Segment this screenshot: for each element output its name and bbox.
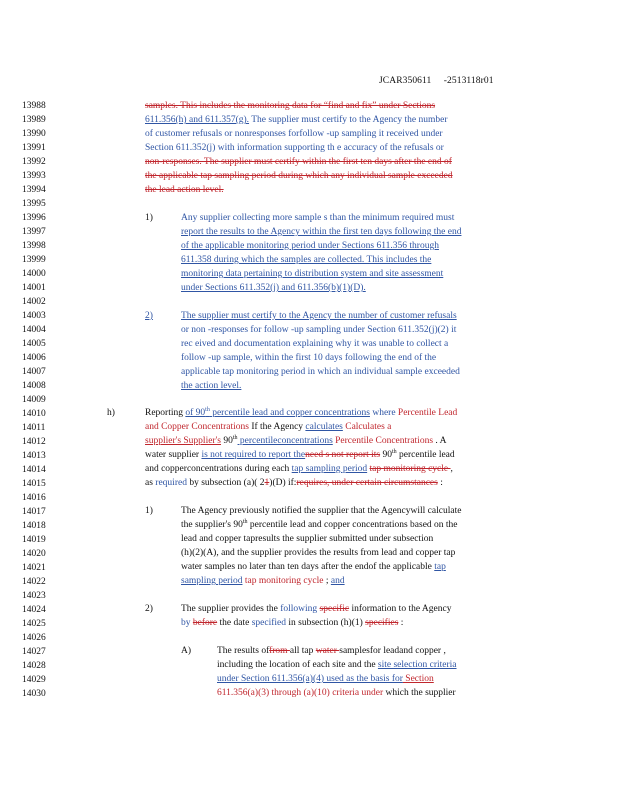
item-label-h2: 2) <box>145 604 153 614</box>
text-line: including the location of each site and the site selection criteria <box>217 660 457 670</box>
text-line: sampling period tap monitoring cycle ; and <box>181 576 345 586</box>
text-line: Any supplier collecting more sample s than the minimum required must <box>181 213 455 223</box>
text-line: non-responses. The supplier must certify within the first ten days after the end of <box>145 157 452 167</box>
line-number: 14017 <box>22 507 46 517</box>
text-line: monitoring data pertaining to distribution system and site assessment <box>181 269 444 279</box>
doc-id: JCAR350611 <box>379 76 432 86</box>
item-label-2: 2) <box>145 311 153 321</box>
text-line: under Sections 611.352(j) and 611.356(b)(1)(D). <box>181 283 366 293</box>
text-line: 611.356(h) and 611.357(g). The supplier must certify to the Agency the number <box>145 115 448 125</box>
text-line: Section 611.352(j) with information supporting th e accuracy of the refusals or <box>145 143 444 153</box>
line-number: 13988 <box>22 101 46 111</box>
line-number: 13996 <box>22 213 46 223</box>
line-number: 14030 <box>22 689 46 699</box>
text-line: and copperconcentrations during each tap sampling period tap monitoring cycle , <box>145 464 453 474</box>
line-number: 14012 <box>22 437 46 447</box>
text-line: (h)(2)(A), and the supplier provides the results from lead and copper tap <box>181 548 456 558</box>
text-line: lead and copper tapresults the supplier submitted under subsection <box>181 534 434 544</box>
line-number: 13997 <box>22 227 46 237</box>
line-number: 14006 <box>22 353 46 363</box>
line-number: 14018 <box>22 521 46 531</box>
item-label-1: 1) <box>145 213 153 223</box>
text-line: of customer refusals or nonresponses forfollow -up sampling it received under <box>145 129 443 139</box>
text-line: as required by subsection (a)( 21)(D) if:requires, under certain circumstances : <box>145 478 443 488</box>
text-line: The Agency previously notified the supplier that the Agencywill calculate <box>181 506 462 516</box>
line-number: 13993 <box>22 171 46 181</box>
text-line: or non -responses for follow -up sampling under Section 611.352(j)(2) it <box>181 325 457 335</box>
line-number: 13992 <box>22 157 46 167</box>
text-line: rec eived and documentation explaining why it was unable to collect a <box>181 339 449 349</box>
line-number: 14007 <box>22 367 46 377</box>
text-line: samples. This includes the monitoring data for “find and fix” under Sections <box>145 101 436 111</box>
line-number: 14026 <box>22 633 46 643</box>
text-line: The supplier must certify to the Agency the number of customer refusals <box>181 311 457 321</box>
line-number: 14010 <box>22 409 46 419</box>
line-number: 14002 <box>22 297 46 307</box>
text-line: under Section 611.356(a)(4) used as the basis for Section <box>217 674 434 684</box>
item-label-h1: 1) <box>145 506 153 516</box>
line-number: 13999 <box>22 255 46 265</box>
line-number: 13989 <box>22 115 46 125</box>
line-number: 14008 <box>22 381 46 391</box>
text-line: the applicable tap sampling period during which any individual sample exceeded <box>145 171 453 181</box>
line-number: 14014 <box>22 465 46 475</box>
line-number: 13995 <box>22 199 46 209</box>
line-number: 14000 <box>22 269 46 279</box>
line-number: 14023 <box>22 591 46 601</box>
line-number: 14004 <box>22 325 46 335</box>
text-line: water samples no later than ten days after the endof the applicable tap <box>181 562 446 572</box>
line-number: 14003 <box>22 311 46 321</box>
line-number: 14025 <box>22 619 46 629</box>
line-number: 13991 <box>22 143 46 153</box>
line-number: 14019 <box>22 535 46 545</box>
text-line: report the results to the Agency within the first ten days following the end <box>181 227 462 237</box>
line-number: 13994 <box>22 185 46 195</box>
text-line: water supplier is not required to report theneed s not report its 90th percentile lead <box>145 448 455 460</box>
line-number: 14009 <box>22 395 46 405</box>
line-number: 13990 <box>22 129 46 139</box>
text-line: of the applicable monitoring period under Sections 611.356 through <box>181 241 439 251</box>
text-line: The supplier provides the following specific information to the Agency <box>181 604 452 614</box>
text-line: Reporting of 90th percentile lead and copper concentrations where Percentile Lead <box>145 406 458 418</box>
doc-revision: -2513118r01 <box>443 76 494 86</box>
line-number: 14029 <box>22 675 46 685</box>
line-number: 13998 <box>22 241 46 251</box>
line-number: 14020 <box>22 549 46 559</box>
line-number: 14011 <box>22 423 46 433</box>
text-line: the lead action level. <box>145 185 224 195</box>
line-number: 14013 <box>22 451 46 461</box>
text-line: 611.358 during which the samples are collected. This includes the <box>181 255 432 265</box>
text-line: by before the date specified in subsection (h)(1) specifies : <box>181 618 404 628</box>
subsection-label-h: h) <box>107 408 115 418</box>
line-number: 14015 <box>22 479 46 489</box>
text-line: The results offrom all tap water samplesfor leadand copper , <box>217 646 446 656</box>
line-number: 14022 <box>22 577 46 587</box>
line-number: 14021 <box>22 563 46 573</box>
line-number: 14027 <box>22 647 46 657</box>
text-line: and Copper Concentrations If the Agency calculates Calculates a <box>145 422 392 432</box>
text-line: 611.356(a)(3) through (a)(10) criteria under which the supplier <box>217 688 456 698</box>
line-number: 14016 <box>22 493 46 503</box>
document-header <box>379 76 494 86</box>
text-line: the supplier's 90th percentile lead and copper concentrations based on the <box>181 518 458 530</box>
text-line: applicable tap monitoring period in which an individual sample exceeded <box>181 367 460 377</box>
text-line: supplier's Supplier's 90th percentileconcentrations Percentile Concentrations . A <box>145 434 447 446</box>
line-number: 14028 <box>22 661 46 671</box>
line-number: 14024 <box>22 605 46 615</box>
text-line: follow -up sample, within the first 10 days following the end of the <box>181 353 437 363</box>
text-line: the action level. <box>181 381 242 391</box>
line-number: 14005 <box>22 339 46 349</box>
line-number: 14001 <box>22 283 46 293</box>
item-label-A: A) <box>181 646 192 656</box>
